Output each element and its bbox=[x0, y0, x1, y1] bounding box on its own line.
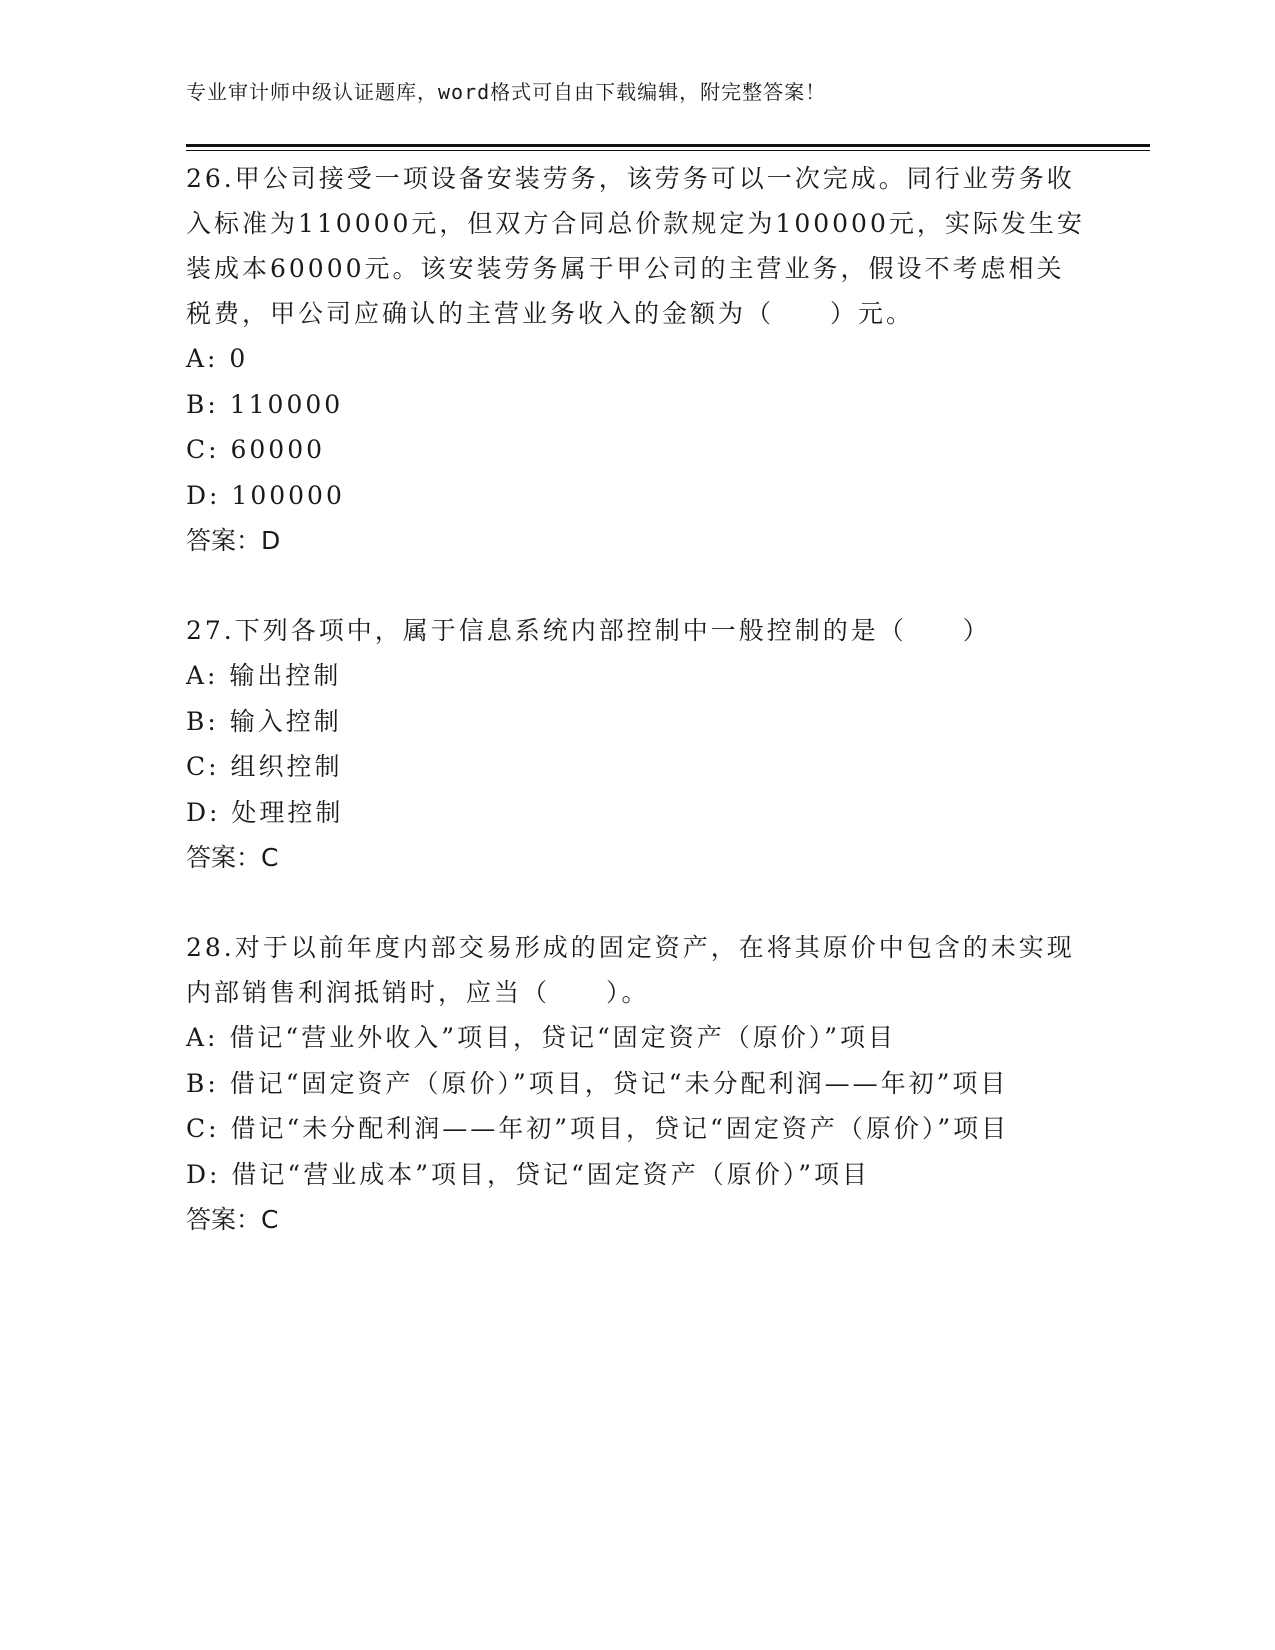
header-divider-thin bbox=[186, 150, 1150, 151]
option-b: B: 借记“固定资产（原价）”项目，贷记“未分配利润——年初”项目 bbox=[186, 1068, 1009, 1098]
option-d: D: 100000 bbox=[186, 480, 345, 510]
question-list bbox=[186, 156, 1086, 1242]
spacer bbox=[186, 563, 1086, 608]
option-a: A: 0 bbox=[186, 344, 249, 373]
spacer bbox=[186, 880, 1086, 925]
option-a: A: 输出控制 bbox=[186, 661, 342, 690]
question-stem: 27.下列各项中，属于信息系统内部控制中一般控制的是（ ） bbox=[186, 616, 991, 645]
question-28 bbox=[186, 925, 1086, 1242]
question-26 bbox=[186, 156, 1086, 563]
option-c: C: 组织控制 bbox=[186, 752, 343, 781]
answer-line: 答案：D bbox=[186, 526, 281, 555]
page-header: 专业审计师中级认证题库，word格式可自由下载编辑，附完整答案！ bbox=[186, 80, 827, 104]
option-a: A: 借记“营业外收入”项目，贷记“固定资产（原价）”项目 bbox=[186, 1023, 897, 1052]
question-stem: 28.对于以前年度内部交易形成的固定资产，在将其原价中包含的未实现内部销售利润抵销时，应当（ ）。 bbox=[186, 933, 1075, 1007]
option-b: B: 输入控制 bbox=[186, 706, 342, 736]
answer-line: 答案：C bbox=[186, 843, 279, 872]
question-27 bbox=[186, 608, 1086, 880]
answer-line: 答案：C bbox=[186, 1205, 279, 1234]
question-stem: 26.甲公司接受一项设备安装劳务，该劳务可以一次完成。同行业劳务收入标准为110000元，但双方合同总价款规定为100000元，实际发生安装成本60000元。该安装劳务属于甲公司的主营业务，假设不考虑相关税费，甲公司应确认的主营业务收入的金额为（ ）元。 bbox=[186, 164, 1085, 328]
option-d: D: 处理控制 bbox=[186, 797, 344, 827]
header-divider-thick bbox=[186, 144, 1150, 147]
option-c: C: 借记“未分配利润——年初”项目，贷记“固定资产（原价）”项目 bbox=[186, 1114, 1010, 1143]
option-d: D: 借记“营业成本”项目，贷记“固定资产（原价）”项目 bbox=[186, 1159, 871, 1189]
option-c: C: 60000 bbox=[186, 435, 326, 464]
option-b: B: 110000 bbox=[186, 389, 344, 419]
